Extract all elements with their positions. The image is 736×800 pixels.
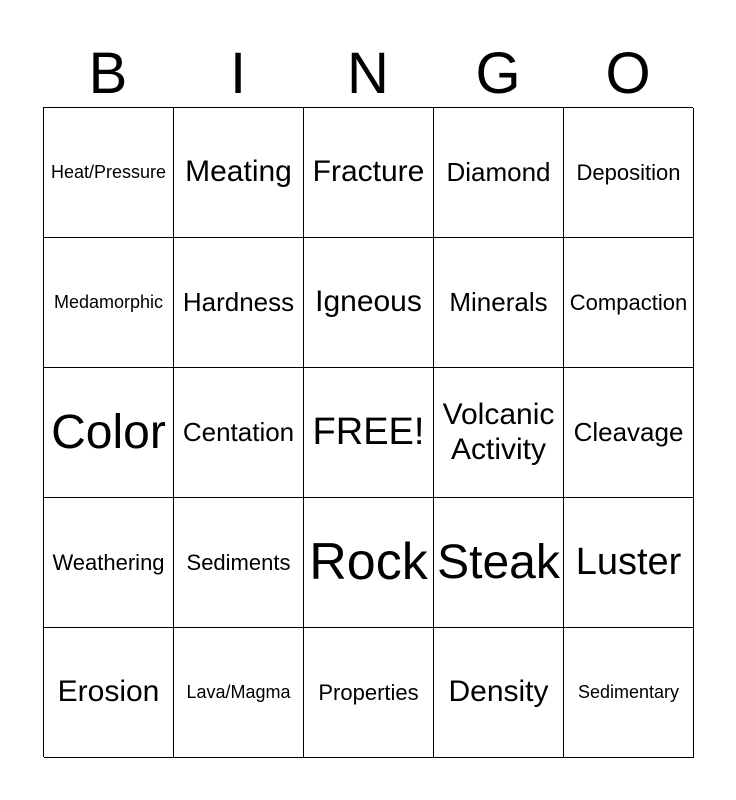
cell-label: Erosion (57, 675, 160, 709)
cell-label: Minerals (449, 286, 548, 317)
cell-label: Hardness (182, 286, 295, 317)
cell-label: Fracture (312, 155, 425, 189)
header-letter-n: N (347, 41, 389, 106)
header-letter-b: B (88, 41, 128, 106)
cell-label: Color (51, 405, 166, 459)
bingo-cell[interactable] (44, 498, 174, 628)
cell-label: Density (448, 675, 549, 709)
cell-label: Heat/Pressure (50, 162, 167, 183)
cell-label: Cleavage (573, 416, 684, 447)
header-letter-g: G (475, 41, 521, 106)
bingo-cell[interactable] (174, 108, 304, 238)
cell-label: Medamorphic (53, 292, 164, 313)
cell-label: Steak (437, 535, 560, 589)
cell-label: Diamond (446, 156, 551, 187)
bingo-cell[interactable] (304, 238, 434, 368)
cell-label: Meating (185, 155, 292, 189)
bingo-cell[interactable] (564, 498, 694, 628)
cell-label: Centation (182, 416, 295, 447)
cell-label: Volcanic Activity (442, 398, 555, 466)
cell-label: Compaction (569, 289, 688, 315)
bingo-cell[interactable] (174, 628, 304, 758)
bingo-cell[interactable] (564, 628, 694, 758)
bingo-cell[interactable] (434, 498, 564, 628)
bingo-cell[interactable] (44, 238, 174, 368)
bingo-cell[interactable] (434, 108, 564, 238)
bingo-cell[interactable] (44, 628, 174, 758)
cell-label: Weathering (52, 549, 165, 575)
bingo-header (43, 40, 693, 108)
bingo-cell[interactable] (304, 628, 434, 758)
bingo-cell[interactable] (304, 498, 434, 628)
bingo-cell[interactable] (304, 108, 434, 238)
free-space-label: FREE! (312, 410, 425, 453)
bingo-cell[interactable] (44, 368, 174, 498)
cell-label: Rock (309, 532, 428, 591)
bingo-cell[interactable] (564, 368, 694, 498)
cell-label: Luster (575, 540, 682, 583)
bingo-cell[interactable] (44, 108, 174, 238)
bingo-cell[interactable] (564, 108, 694, 238)
bingo-cell[interactable] (564, 238, 694, 368)
bingo-cell[interactable] (174, 238, 304, 368)
bingo-cell[interactable] (174, 368, 304, 498)
cell-label: Sediments (186, 549, 291, 575)
bingo-cell[interactable] (434, 628, 564, 758)
bingo-cell[interactable] (434, 368, 564, 498)
bingo-cell[interactable] (434, 238, 564, 368)
header-letter-o: O (605, 41, 651, 106)
bingo-board (43, 107, 693, 757)
bingo-cell[interactable] (174, 498, 304, 628)
cell-label: Sedimentary (577, 682, 680, 703)
cell-label: Igneous (315, 285, 422, 319)
cell-label: Properties (318, 679, 419, 705)
cell-label: Lava/Magma (186, 682, 291, 703)
header-letter-i: I (229, 41, 247, 106)
free-space-cell[interactable] (304, 368, 434, 498)
cell-label: Deposition (576, 159, 681, 185)
